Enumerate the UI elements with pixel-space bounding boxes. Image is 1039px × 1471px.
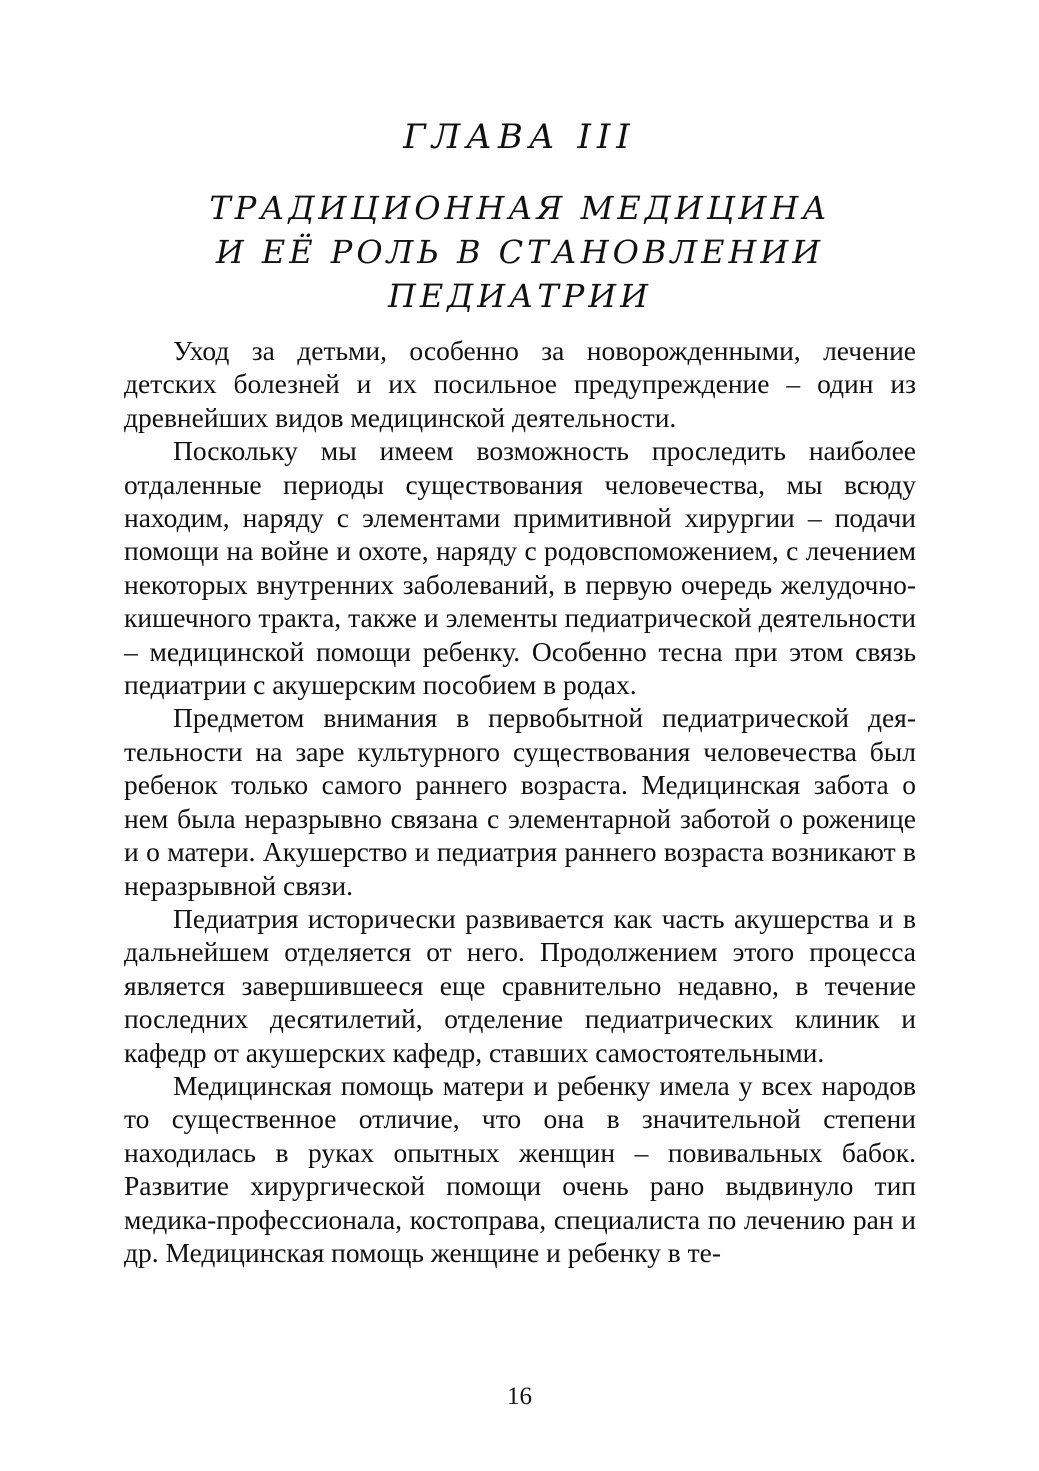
chapter-title bbox=[150, 186, 890, 318]
paragraph-1: Уход за детьми, особенно за новорожденными, лечение детских болезней и их посильное предупреждение – один из древнейших видов медицинской деятельности. bbox=[124, 335, 916, 433]
chapter-title-line-3: ПЕДИАТРИИ bbox=[387, 277, 653, 315]
page-number: 16 bbox=[507, 1383, 532, 1410]
body-text bbox=[124, 334, 916, 1269]
paragraph-3: Предметом внимания в первобытной педиатрической деятельности на заре культурного существования человечества был ребенок только самого раннего возраста. Медицинская забота о нем была неразрывно связана с элементарной заботой о роженице и о матери. Акушерство и педиатрия раннего возраста возникают в неразрывной связи. bbox=[124, 702, 916, 901]
chapter-label: ГЛАВА III bbox=[403, 117, 636, 157]
chapter-title-line-1: ТРАДИЦИОННАЯ МЕДИЦИНА bbox=[209, 189, 831, 227]
chapter-title-line-2: И ЕЁ РОЛЬ В СТАНОВЛЕНИИ bbox=[215, 233, 825, 271]
paragraph-5: Медицинская помощь матери и ребенку имела у всех народов то существенное отличие, что она в значительной степени находилась в руках опытных женщин – повивальных бабок. Развитие хирургической помощи очень рано выдвинуло тип медика-профессионала, костоправа, специалиста по лечению ран и др. Медицинская помощь женщине и ребенку в те- bbox=[124, 1069, 916, 1268]
paragraph-2: Поскольку мы имеем возможность проследить наиболее отдаленные периоды существования человечества, мы всюду находим, наряду с элементами примитивной хирургии – подачи помощи на войне и охоте, наряду с родовспоможением, с лечением некоторых внутренних заболеваний, в первую очередь желудочно-кишечного тракта, также и элементы педиатрической деятельности – медицинской помощи ребенку. Особенно тесна при этом связь педиатрии с акушерским пособием в родах. bbox=[124, 435, 916, 701]
paragraph-4: Педиатрия исторически развивается как часть акушерства и в дальнейшем отделяется от него. Продолжением этого процесса является завершившееся еще сравнительно недавно, в течение последних десятилетий, отделение педиатрических клиник и кафедр от акушерских кафедр, ставших самостоятельными. bbox=[124, 902, 916, 1068]
